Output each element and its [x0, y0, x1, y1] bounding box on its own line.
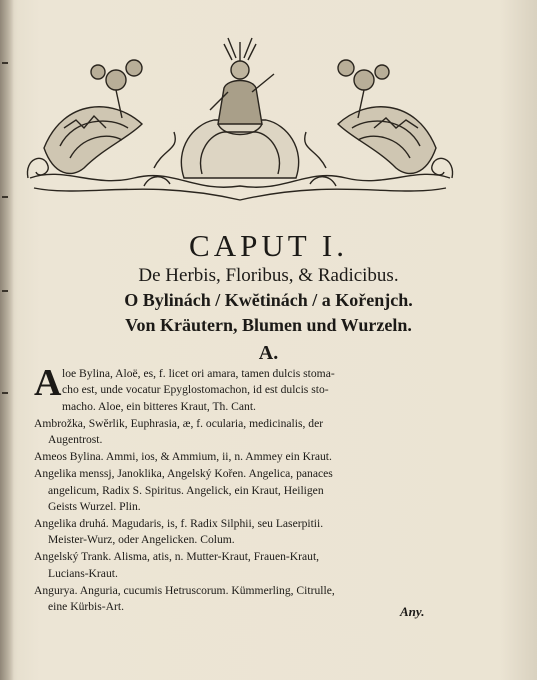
subtitle-czech: O Bylinách / Kwĕtinách / a Kořenjch.	[124, 290, 413, 310]
edge-mark	[2, 392, 8, 394]
entry-line: eine Kürbis-Art.	[48, 600, 124, 614]
entry-line: Angelský Trank. Alisma, atis, n. Mutter-Kraut, Frauen-Kraut,	[34, 550, 320, 564]
list-item	[34, 516, 448, 549]
subtitle-latin: De Herbis, Floribus, & Radicibus.	[138, 265, 399, 286]
section-letter: A.	[258, 342, 279, 364]
edge-mark	[2, 196, 8, 198]
list-item	[34, 549, 448, 582]
entry-line: Lucians-Kraut.	[48, 566, 118, 580]
list-item	[34, 362, 448, 415]
list-item	[34, 449, 448, 465]
drop-cap: A	[34, 362, 62, 404]
entry-line: Ambrožka, Swĕrlik, Euphrasia, æ, f. ocularia, medicinalis, der	[34, 416, 324, 430]
entry-line: Angelika menssj, Janoklika, Angelský Kořen. Angelica, panaces	[34, 467, 333, 481]
baroque-headpiece-ornament	[24, 28, 456, 204]
entry-line: Geists Wurzel. Plin.	[48, 500, 141, 514]
entry-line: macho. Aloe, ein bitteres Kraut, Th. Cant.	[62, 399, 256, 413]
list-item	[34, 466, 448, 515]
catchword: Any.	[400, 604, 425, 619]
subtitle-german: Von Kräutern, Blumen und Wurzeln.	[125, 315, 412, 335]
entry-line: Ameos Bylina. Ammi, ios, & Ammium, ii, n. Ammey ein Kraut.	[34, 450, 332, 464]
entry-line: loe Bylina, Aloë, es, f. licet ori amara, tamen dulcis stoma-	[62, 367, 335, 380]
entry-line: Meister-Wurz, oder Angelicken. Colum.	[48, 533, 235, 547]
page-title: CAPUT I.	[189, 228, 348, 263]
entry-line: angelicum, Radix S. Spiritus. Angelick, ein Kraut, Heiligen	[48, 483, 324, 497]
entry-line: Angelika druhá. Magudaris, is, f. Radix Silphii, seu Laserpitii.	[34, 517, 324, 531]
entry-line: Augentrost.	[48, 433, 103, 447]
list-item	[34, 416, 448, 449]
entry-line: cho est, unde vocatur Epyglostomachon, id est dulcis sto-	[62, 383, 329, 397]
entry-line: Angurya. Anguria, cucumis Hetruscorum. Kümmerling, Citrulle,	[34, 583, 335, 597]
page-gutter	[0, 0, 14, 680]
list-item	[34, 583, 448, 616]
edge-mark	[2, 62, 8, 64]
dictionary-entries	[34, 362, 448, 616]
